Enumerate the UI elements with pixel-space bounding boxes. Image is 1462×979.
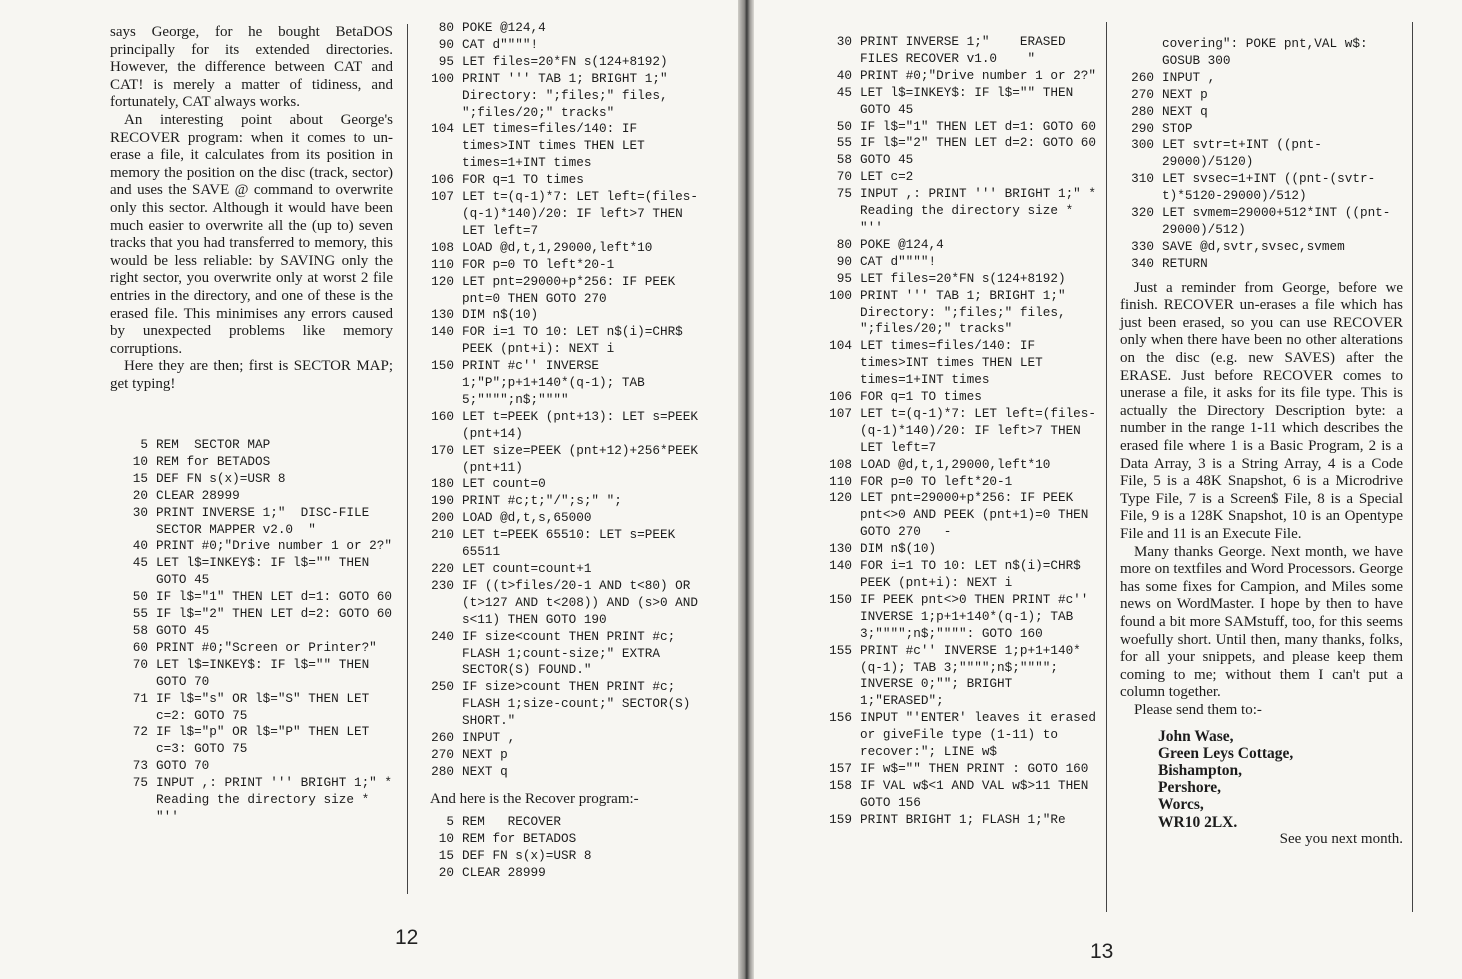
line-number: 260 <box>1131 69 1154 85</box>
paragraph: Here they are then; first is SECTOR MAP; get typing! <box>110 358 393 392</box>
code-line <box>106 640 396 657</box>
code-line <box>1112 256 1407 273</box>
line-number: 20 <box>438 865 454 881</box>
code-text: LET l$=INKEY$: IF l$="" THEN GOTO 70 <box>156 656 377 689</box>
code-line <box>106 454 396 471</box>
code-text: LET t=PEEK 65510: LET s=PEEK 65511 <box>462 527 683 560</box>
line-number: 10 <box>438 831 454 847</box>
line-number <box>1112 36 1162 70</box>
code-line <box>106 606 396 623</box>
code-text: POKE @124,4 <box>462 20 546 35</box>
code-line <box>412 172 702 189</box>
code-text: LET times=files/140: IF times>INT times THEN LET times=1+INT times <box>860 338 1051 388</box>
line-number: 160 <box>431 408 454 424</box>
line-number: 130 <box>431 307 454 323</box>
right-page <box>754 0 1462 979</box>
line-number: 45 <box>132 555 148 571</box>
code-line <box>810 237 1100 254</box>
code-line <box>412 324 702 358</box>
code-text: LET times=files/140: IF times>INT times THEN LET times=1+INT times <box>462 121 653 171</box>
line-number: 140 <box>431 324 454 340</box>
code-text: LET files=20*FN s(124+8192) <box>462 53 668 69</box>
code-text: IF ((t>files/20-1 AND t<80) OR (t>127 AND t<208)) AND (s>0 AND s<11) THEN GOTO 190 <box>462 577 706 627</box>
code-line <box>412 865 702 882</box>
line-number: 75 <box>836 186 852 202</box>
line-number: 159 <box>829 811 852 827</box>
paragraph: Please send them to:- <box>1134 701 1262 718</box>
code-line <box>810 761 1100 778</box>
code-line <box>810 710 1104 761</box>
address-line: John Wase, <box>1158 727 1234 745</box>
signoff: See you next month. <box>1279 830 1403 847</box>
line-number: 170 <box>431 442 454 458</box>
code-text: FOR q=1 TO times <box>462 172 584 188</box>
code-line <box>412 240 702 257</box>
code-line <box>810 186 1104 237</box>
line-number: 140 <box>829 558 852 574</box>
code-text: PRINT #0;"Drive number 1 or 2?" <box>156 538 393 554</box>
page-number-right: 13 <box>1090 940 1114 963</box>
recover-listing-continued <box>1112 36 1407 273</box>
code-text: INPUT "'ENTER' leaves it erased or giveFile type (1-11) to recover:"; LINE w$ <box>860 710 1104 760</box>
line-number: 106 <box>829 389 852 405</box>
line-number: 70 <box>132 656 148 672</box>
code-text: LET files=20*FN s(124+8192) <box>860 270 1066 286</box>
code-text: LET t=PEEK (pnt+13): LET s=PEEK (pnt+14) <box>462 408 706 441</box>
code-text: PRINT ''' TAB 1; BRIGHT 1;" Directory: ";files;" files, ";files/20;" tracks" <box>462 70 676 120</box>
code-text: PRINT INVERSE 1;" ERASED FILES RECOVER v1.0 " <box>860 34 1074 66</box>
code-text: REM for BETADOS <box>462 831 577 847</box>
address-line: Green Leys Cottage, <box>1158 744 1294 762</box>
code-text: CAT d""""! <box>860 253 937 269</box>
line-number: 95 <box>836 270 852 286</box>
code-text: REM RECOVER <box>462 814 561 830</box>
code-text: CLEAR 28999 <box>156 487 240 503</box>
line-number: 130 <box>829 541 852 557</box>
code-line <box>810 778 1100 812</box>
code-text: IF l$="s" OR l$="S" THEN LET c=2: GOTO 75 <box>156 690 377 723</box>
code-line <box>810 119 1100 136</box>
code-line <box>1112 70 1407 87</box>
code-line <box>810 457 1100 474</box>
code-line <box>412 307 702 324</box>
code-text: GOTO 45 <box>156 622 210 638</box>
book-gutter <box>738 0 754 979</box>
code-text: LET l$=INKEY$: IF l$="" THEN GOTO 45 <box>860 84 1081 117</box>
code-line <box>106 555 396 589</box>
code-text: IF size>count THEN PRINT #c; FLASH 1;size-count;" SECTOR(S) SHORT." <box>462 679 699 729</box>
line-number: 5 <box>140 437 148 452</box>
code-text: NEXT p <box>462 746 508 762</box>
code-text: PRINT ''' TAB 1; BRIGHT 1;" Directory: ";files;" files, ";files/20;" tracks" <box>860 287 1074 337</box>
code-line <box>412 257 702 274</box>
code-text: LET count=count+1 <box>462 561 592 576</box>
line-number: 104 <box>829 338 852 354</box>
code-line <box>810 34 1100 68</box>
code-text: CLEAR 28999 <box>462 865 546 881</box>
code-line <box>412 189 702 240</box>
line-number: 72 <box>132 724 148 740</box>
code-text: PRINT #0;"Screen or Printer?" <box>156 639 377 655</box>
left-column-divider <box>407 24 408 894</box>
line-number: 30 <box>132 504 148 520</box>
code-line <box>810 68 1100 85</box>
recover-listing-start <box>412 814 702 882</box>
code-line <box>810 490 1100 541</box>
line-number: 320 <box>1131 205 1154 221</box>
postal-address <box>1158 728 1407 831</box>
code-line <box>810 254 1100 271</box>
code-line <box>106 691 396 725</box>
code-line <box>106 758 396 775</box>
paragraph: Just a reminder from George, before we finish. RECOVER un-erases a file which has just been erased, so you can use RECOVER only when there have been no other alterations on the disc (e.g. new SAVES) after the ERASE. Just before RECOVER comes to unerase a file, it asks for its file type. This is actually the Directory Description byte: a number in the range 1-11 which describes the erased file where 1 is a Basic Program, 2 is a Data Array, 3 is a String Array, 4 is a Code File, 5 is a 48K Snapshot, 6 is a Microdrive Type File, 7 is a Screen$ File, 8 is a Special File, 9 is a 128K Snapshot, 10 is an Opentype File and 11 is an Execute File. <box>1120 279 1403 542</box>
line-number: 100 <box>431 70 454 86</box>
code-line <box>106 488 396 505</box>
code-text: IF l$="1" THEN LET d=1: GOTO 60 <box>860 118 1097 134</box>
code-line <box>810 338 1100 389</box>
code-line <box>412 679 702 730</box>
code-line <box>106 538 396 555</box>
code-line <box>810 643 1100 711</box>
code-line <box>810 812 1100 829</box>
code-text: IF w$="" THEN PRINT : GOTO 160 <box>860 760 1089 776</box>
line-number: 155 <box>829 642 852 658</box>
line-number: 58 <box>836 152 852 168</box>
line-number: 106 <box>431 172 454 188</box>
line-number: 270 <box>431 746 454 762</box>
line-number: 107 <box>431 189 454 205</box>
code-line <box>1112 171 1407 205</box>
code-text: PRINT INVERSE 1;" DISC-FILE SECTOR MAPPER v2.0 " <box>156 504 377 537</box>
line-number: 55 <box>132 606 148 622</box>
line-number: 100 <box>829 287 852 303</box>
code-text: REM for BETADOS <box>156 453 271 469</box>
code-line <box>106 589 396 606</box>
line-number: 300 <box>1131 137 1154 153</box>
line-number: 30 <box>836 34 852 49</box>
code-line <box>1112 239 1407 256</box>
line-number: 210 <box>431 527 454 543</box>
code-line <box>412 814 702 831</box>
address-line: Bishampton, <box>1158 761 1242 779</box>
line-number: 10 <box>132 453 148 469</box>
code-line <box>810 592 1100 643</box>
line-number: 270 <box>1131 86 1154 102</box>
code-text: FOR i=1 TO 10: LET n$(i)=CHR$ PEEK (pnt+i): NEXT i <box>462 324 691 357</box>
closing-text <box>1120 280 1403 720</box>
code-line <box>810 541 1100 558</box>
paragraph: An interesting point about George's RECOVER program: when it comes to un-erase a file, it calculates from its position in memory the position on the disc (track, sector) and uses the SAVE @ command to overwrite only this sector. Although it would have been much easier to overwrite all the (up to) seven tracks that you had transferred to memory, this would be less reliable: by SAVING only the right sector, you overwrite only at worst 2 file entries in the directory, and one of these is the erased file. This minimises any errors caused by unexpected problems like memory corruptions. <box>110 111 393 357</box>
line-number: 240 <box>431 628 454 644</box>
code-line <box>412 121 702 172</box>
line-number: 20 <box>132 487 148 503</box>
line-number: 157 <box>829 760 852 776</box>
code-text: IF l$="1" THEN LET d=1: GOTO 60 <box>156 589 393 605</box>
line-number: 230 <box>431 577 454 593</box>
code-text: FOR q=1 TO times <box>860 389 982 405</box>
code-line <box>412 493 702 510</box>
line-number: 310 <box>1131 171 1154 187</box>
code-text: LET svsec=1+INT ((pnt-(svtr-t)*5120-29000)/512) <box>1162 171 1376 204</box>
line-number: 40 <box>836 67 852 83</box>
code-line <box>1112 87 1407 104</box>
code-text: LET svtr=t+INT ((pnt-29000)/5120) <box>1162 137 1322 170</box>
code-text: NEXT q <box>1162 103 1208 119</box>
line-number: 220 <box>431 561 454 576</box>
code-line <box>412 510 702 527</box>
paragraph: Many thanks George. Next month, we have more on textfiles and Word Processors. George has some fixes for Campion, and Miles some news on WordMaster. I hope by then to have found a bit more SAMstuff, too, for this seems woefully short. Until then, many thanks, folks, for all your snippets, and please keep them coming to me; without them I can't put a column together. <box>1120 543 1403 701</box>
line-number: 120 <box>829 490 852 506</box>
code-line <box>412 54 702 71</box>
code-line <box>1112 137 1407 171</box>
code-text: LET pnt=29000+p*256: IF PEEK pnt<>0 AND PEEK (pnt+1)=0 THEN GOTO 270 - <box>860 490 1097 540</box>
code-line <box>810 169 1100 186</box>
line-number: 55 <box>836 135 852 151</box>
line-number: 200 <box>431 510 454 526</box>
code-text: NEXT p <box>1162 86 1208 102</box>
line-number: 107 <box>829 405 852 421</box>
code-line <box>412 476 702 493</box>
code-line <box>412 730 702 747</box>
code-text: GOTO 45 <box>860 152 914 168</box>
line-number: 70 <box>836 169 852 185</box>
code-text: PRINT #c;t;"/";s;" "; <box>462 493 622 509</box>
code-line <box>810 135 1100 152</box>
code-text: IF l$="2" THEN LET d=2: GOTO 60 <box>156 606 393 622</box>
code-text: LOAD @d,t,1,29000,left*10 <box>860 456 1051 472</box>
code-text: LET svmem=29000+512*INT ((pnt-29000)/512) <box>1162 205 1391 237</box>
line-number: 190 <box>431 493 454 509</box>
line-number: 340 <box>1131 255 1154 271</box>
code-text: INPUT , <box>462 730 516 746</box>
line-number: 50 <box>132 589 148 605</box>
code-line <box>106 471 396 488</box>
code-line <box>1112 36 1407 70</box>
code-line <box>106 505 396 539</box>
line-number: 15 <box>132 470 148 486</box>
left-prose-column <box>110 24 393 393</box>
line-number: 60 <box>132 639 148 655</box>
code-line <box>106 623 396 640</box>
line-number: 45 <box>836 84 852 100</box>
line-number: 73 <box>132 758 148 774</box>
line-number: 108 <box>431 239 454 255</box>
code-line <box>412 848 702 865</box>
line-number: 75 <box>132 775 148 791</box>
code-text: PRINT #c'' INVERSE 1;p+1+140*(q-1); TAB 3;"""";n$;""""; INVERSE 0;""; BRIGHT 1;"ERASED"; <box>860 642 1081 709</box>
code-text: STOP <box>1162 120 1193 136</box>
code-line <box>810 152 1100 169</box>
code-line <box>412 561 702 578</box>
line-number: 120 <box>431 273 454 289</box>
code-text: INPUT , <box>1162 69 1216 85</box>
line-number: 80 <box>438 20 454 35</box>
code-text: LET pnt=29000+p*256: IF PEEK pnt=0 THEN GOTO 270 <box>462 273 683 306</box>
line-number: 5 <box>446 814 454 830</box>
code-line <box>1112 205 1407 239</box>
line-number: 80 <box>836 236 852 252</box>
line-number: 156 <box>829 710 852 726</box>
code-line <box>412 37 702 54</box>
line-number: 290 <box>1131 120 1154 136</box>
code-line <box>412 358 702 409</box>
line-number: 104 <box>431 121 454 137</box>
line-number: 250 <box>431 679 454 695</box>
code-text: IF VAL w$<1 AND VAL w$>11 THEN GOTO 156 <box>860 777 1097 810</box>
address-line: WR10 2LX. <box>1158 813 1238 831</box>
code-line <box>810 85 1100 119</box>
right-right-column <box>1112 36 1407 848</box>
code-text: PRINT #c'' INVERSE 1;"P";p+1+140*(q-1); TAB 5;"""";n$;"""" <box>462 358 653 407</box>
code-line <box>106 775 400 826</box>
code-text: INPUT ,: PRINT ''' BRIGHT 1;" * Reading the directory size * "'' <box>860 186 1104 235</box>
code-text: DEF FN s(x)=USR 8 <box>156 470 286 486</box>
code-text: CAT d""""! <box>462 36 539 52</box>
code-text: LET l$=INKEY$: IF l$="" THEN GOTO 45 <box>156 555 377 588</box>
code-line <box>412 577 706 629</box>
code-line <box>412 20 702 37</box>
right-column-divider-left <box>1106 22 1107 912</box>
line-number: 150 <box>431 358 454 374</box>
line-number: 260 <box>431 730 454 746</box>
line-number: 158 <box>829 777 852 793</box>
code-text: IF l$="p" OR l$="P" THEN LET c=3: GOTO 75 <box>156 724 377 757</box>
code-line <box>106 724 396 758</box>
code-line <box>412 831 702 848</box>
address-line: Pershore, <box>1158 779 1221 797</box>
code-line <box>810 271 1100 288</box>
sector-map-listing <box>106 437 400 826</box>
line-number: 90 <box>438 36 454 52</box>
code-text: LOAD @d,t,1,29000,left*10 <box>462 239 653 255</box>
line-number: 90 <box>836 253 852 269</box>
line-number: 110 <box>431 256 454 272</box>
code-text: PRINT BRIGHT 1; FLASH 1;"Re <box>860 811 1066 827</box>
line-number: 150 <box>829 591 852 607</box>
code-text: DIM n$(10) <box>462 307 539 323</box>
line-number: 280 <box>1131 103 1154 119</box>
code-line <box>810 288 1100 339</box>
code-text: FOR i=1 TO 10: LET n$(i)=CHR$ PEEK (pnt+i): NEXT i <box>860 558 1089 590</box>
code-line <box>412 747 702 764</box>
code-line <box>810 389 1100 406</box>
code-text: LET size=PEEK (pnt+12)+256*PEEK (pnt+11) <box>462 442 706 475</box>
code-text: DEF FN s(x)=USR 8 <box>462 848 592 864</box>
sector-map-listing-continued <box>412 20 706 781</box>
code-line <box>412 408 706 443</box>
code-line <box>412 442 706 477</box>
recover-intro: And here is the Recover program:- <box>430 790 639 807</box>
recover-listing <box>810 34 1104 829</box>
code-line <box>412 274 702 308</box>
code-text: covering": POKE pnt,VAL w$: GOSUB 300 <box>1162 36 1376 68</box>
line-number: 95 <box>438 53 454 69</box>
address-line: Worcs, <box>1158 796 1204 814</box>
code-text: REM SECTOR MAP <box>156 437 271 452</box>
code-text: FOR p=0 TO left*20-1 <box>462 256 615 272</box>
code-line <box>106 437 396 454</box>
line-number: 280 <box>431 763 454 779</box>
code-text: IF size<count THEN PRINT #c; FLASH 1;count-size;" EXTRA SECTOR(S) FOUND." <box>462 628 683 678</box>
code-text: PRINT #0;"Drive number 1 or 2?" <box>860 67 1097 83</box>
code-line <box>412 71 702 122</box>
code-text: DIM n$(10) <box>860 541 937 557</box>
code-text: IF l$="2" THEN LET d=2: GOTO 60 <box>860 135 1097 151</box>
code-text: LET count=0 <box>462 476 546 492</box>
line-number: 40 <box>132 538 148 554</box>
code-line <box>1112 104 1407 121</box>
left-right-column <box>412 20 706 882</box>
page-number-left: 12 <box>395 926 419 949</box>
code-line <box>810 406 1100 457</box>
code-line <box>810 558 1100 592</box>
code-line <box>1112 121 1407 138</box>
code-line <box>412 764 702 781</box>
code-line <box>412 629 702 680</box>
code-text: LET t=(q-1)*7: LET left=(files-(q-1)*140)/20: IF left>7 THEN LET left=7 <box>462 189 699 238</box>
code-text: SAVE @d,svtr,svsec,svmem <box>1162 238 1345 254</box>
line-number: 58 <box>132 622 148 638</box>
line-number: 180 <box>431 476 454 492</box>
paragraph: says George, for he bought BetaDOS principally for its extended directories. However, the difference between CAT and CAT! is merely a matter of tidiness, and fortunately, CAT always works. <box>110 24 393 111</box>
code-text: LOAD @d,t,s,65000 <box>462 510 592 526</box>
code-text: IF PEEK pnt<>0 THEN PRINT #c'' INVERSE 1;p+1+140*(q-1); TAB 3;"""";n$;"""": GOTO 160 <box>860 591 1097 641</box>
code-text: LET c=2 <box>860 169 914 185</box>
code-text: FOR p=0 TO left*20-1 <box>860 473 1013 489</box>
right-column-divider-right <box>1412 22 1413 912</box>
line-number: 110 <box>829 473 852 489</box>
code-text: RETURN <box>1162 255 1208 271</box>
code-line <box>810 474 1100 491</box>
line-number: 330 <box>1131 238 1154 254</box>
code-text: GOTO 70 <box>156 758 210 774</box>
code-text: INPUT ,: PRINT ''' BRIGHT 1;" * Reading the directory size * "'' <box>156 775 400 824</box>
code-text: LET t=(q-1)*7: LET left=(files-(q-1)*140)/20: IF left>7 THEN LET left=7 <box>860 405 1097 455</box>
line-number: 15 <box>438 848 454 864</box>
line-number: 71 <box>132 690 148 706</box>
code-line <box>412 527 702 561</box>
code-text: NEXT q <box>462 763 508 779</box>
code-line <box>106 657 396 691</box>
line-number: 50 <box>836 118 852 134</box>
line-number: 108 <box>829 456 852 472</box>
code-text: POKE @124,4 <box>860 236 944 252</box>
